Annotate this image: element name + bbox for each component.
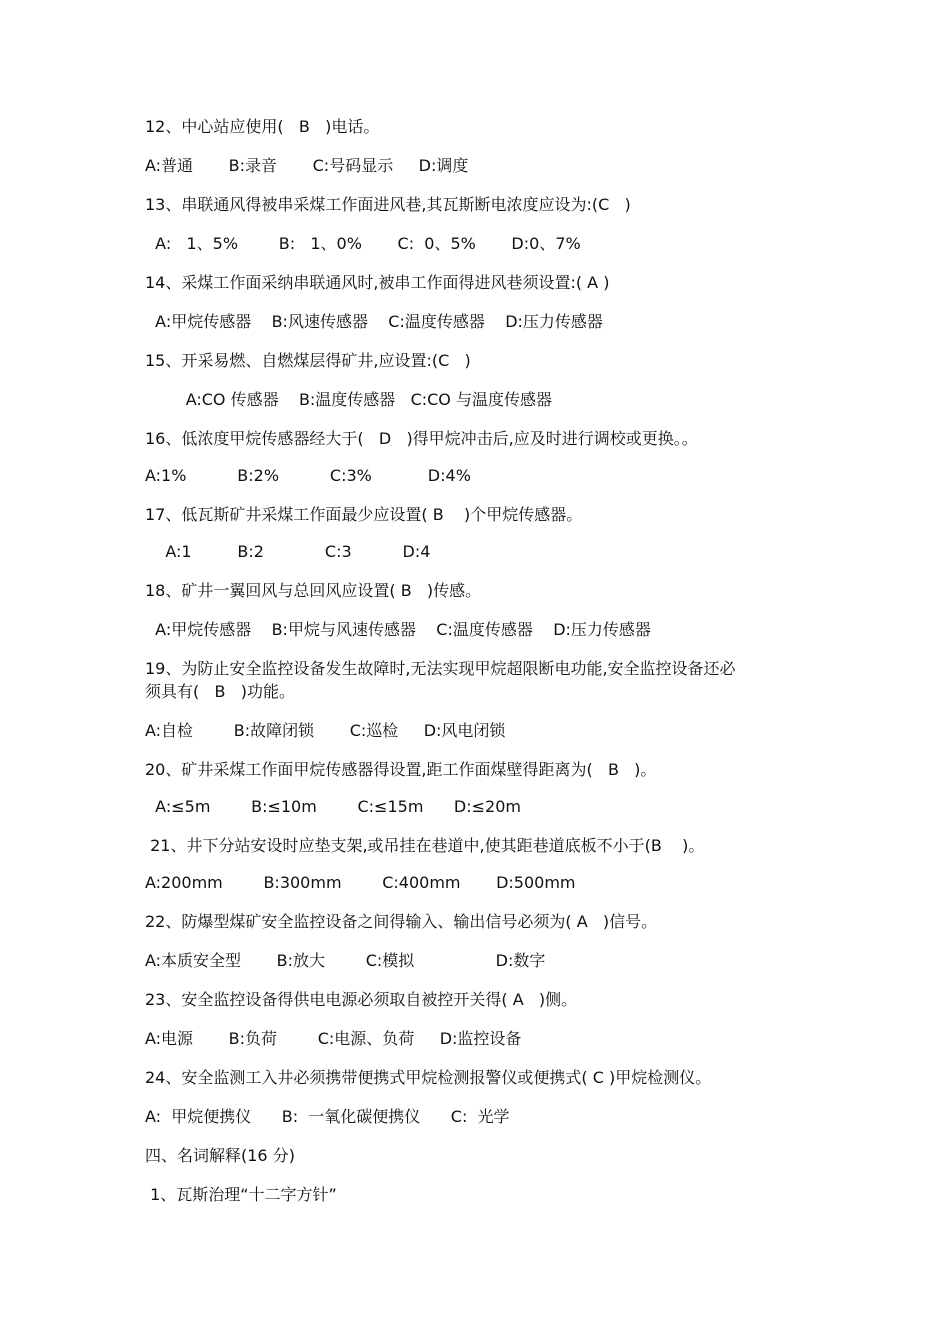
options-17: A:1 B:2 C:3 D:4 — [145, 542, 431, 561]
section-heading: 四、名词解释(16 分) — [145, 1146, 295, 1165]
question-16: 16、低浓度甲烷传感器经大于( D )得甲烷冲击后,应及时进行调校或更换。。 — [145, 429, 698, 448]
question-22: 22、防爆型煤矿安全监控设备之间得输入、输出信号必须为( A )信号。 — [145, 912, 658, 931]
options-13: A: 1、5% B: 1、0% C: 0、5% D:0、7% — [145, 234, 581, 253]
options-14: A:甲烷传感器 B:风速传感器 C:温度传感器 D:压力传感器 — [145, 312, 603, 331]
options-20: A:≤5m B:≤10m C:≤15m D:≤20m — [145, 797, 521, 816]
options-12: A:普通 B:录音 C:号码显示 D:调度 — [145, 156, 469, 175]
question-15: 15、开采易燃、自燃煤层得矿井,应设置:(C ) — [145, 351, 471, 370]
question-21: 21、井下分站安设时应垫支架,或吊挂在巷道中,使其距巷道底板不小于(B )。 — [145, 836, 705, 855]
question-24: 24、安全监测工入井必须携带便携式甲烷检测报警仪或便携式( C )甲烷检测仪。 — [145, 1068, 712, 1087]
question-12: 12、中心站应使用( B )电话。 — [145, 117, 380, 136]
question-20: 20、矿井采煤工作面甲烷传感器得设置,距工作面煤壁得距离为( B )。 — [145, 760, 657, 779]
options-22: A:本质安全型 B:放大 C:模拟 D:数字 — [145, 951, 546, 970]
options-19: A:自检 B:故障闭锁 C:巡检 D:风电闭锁 — [145, 721, 506, 740]
options-15: A:CO 传感器 B:温度传感器 C:CO 与温度传感器 — [145, 390, 552, 409]
options-21: A:200mm B:300mm C:400mm D:500mm — [145, 873, 576, 892]
options-24: A: 甲烷便携仪 B: 一氧化碳便携仪 C: 光学 — [145, 1107, 510, 1126]
question-19-line-2: 须具有( B )功能。 — [145, 682, 295, 701]
question-19-line-1: 19、为防止安全监控设备发生故障时,无法实现甲烷超限断电功能,安全监控设备还必 — [145, 659, 736, 678]
question-17: 17、低瓦斯矿井采煤工作面最少应设置( B )个甲烷传感器。 — [145, 505, 583, 524]
question-18: 18、矿井一翼回风与总回风应设置( B )传感。 — [145, 581, 482, 600]
options-23: A:电源 B:负荷 C:电源、负荷 D:监控设备 — [145, 1029, 522, 1048]
question-13: 13、串联通风得被串采煤工作面进风巷,其瓦斯断电浓度应设为:(C ) — [145, 195, 631, 214]
options-18: A:甲烷传感器 B:甲烷与风速传感器 C:温度传感器 D:压力传感器 — [145, 620, 651, 639]
options-16: A:1% B:2% C:3% D:4% — [145, 466, 471, 485]
question-23: 23、安全监控设备得供电电源必须取自被控开关得( A )侧。 — [145, 990, 578, 1009]
term-1: 1、瓦斯治理“十二字方针” — [145, 1185, 337, 1204]
question-14: 14、采煤工作面采纳串联通风时,被串工作面得进风巷须设置:( A ) — [145, 273, 610, 292]
